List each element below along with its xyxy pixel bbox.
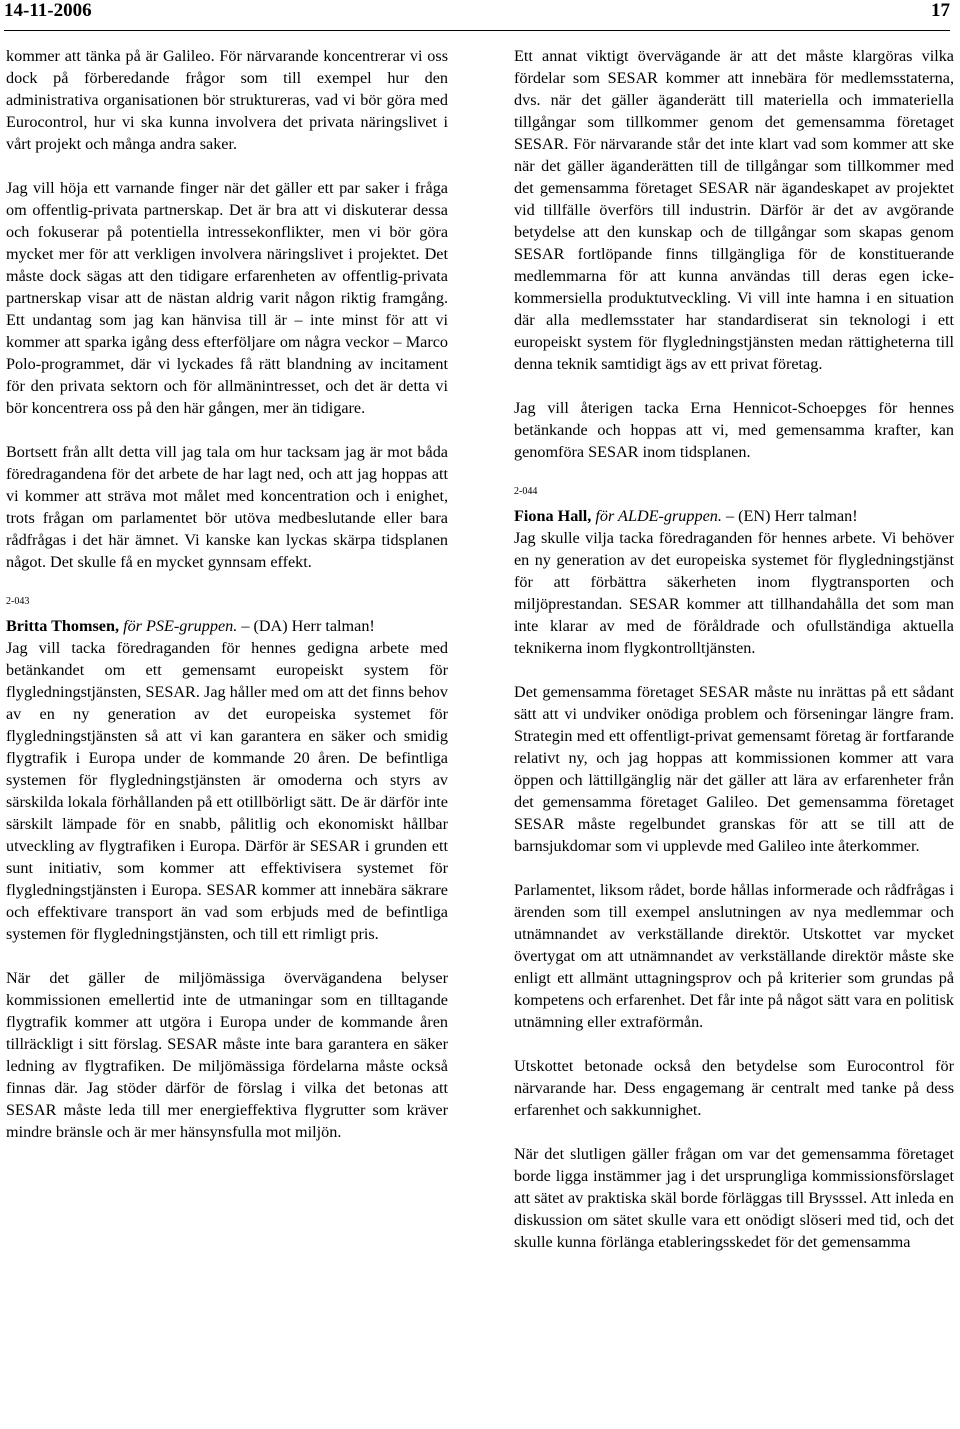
speaker-group: för PSE-gruppen. — [123, 617, 238, 635]
paragraph: Bortsett från allt detta vill jag tala om hur tacksam jag är mot båda föredragandena för det arbete de har lagt ned, och att jag hoppas att vi kommer att sträva mot målet med koncentration och i enighet, trots frågan om parlamentet bör utöva medbeslutande eller bara rådfrågas i det här ämnet. Vi kanske kan lyckas skärpa tidsplanen något. Det skulle få en mycket gynnsam effekt. — [6, 443, 448, 571]
page-number: 17 — [931, 0, 950, 21]
paragraph: Parlamentet, liksom rådet, borde hållas informerade och rådfrågas i ärenden som till exempel anslutningen av nya medlemmar och utnämnandet av verkställande direktör. Utskottet var mycket övertygat om att utnämnandet av verkställande direktör måste ske enligt ett allmänt uttagningsprov och på kriterier som grundas på kompetens och erfarenhet. Det får inte på något sätt vara en politisk utnämning eller extraförmån. — [514, 881, 954, 1031]
speech-paragraph — [6, 615, 448, 637]
page-header — [4, 0, 950, 31]
paragraph: Jag vill tacka föredraganden för hennes gedigna arbete med betänkandet om ett gemensamt europeiskt system för flygledningstjänsten, SESAR. Jag håller med om att det finns behov av en ny generation av det europeiska systemet för flygledningstjänsten så att vi kan garantera en säker och smidig flygtrafik i Europa under de kommande 20 åren. De befintliga systemen för flygledningstjänsten är omoderna och styrs av särskilda lokala förhållanden på ett otillbörligt sätt. De är därför inte särskilt lämpade för en snabb, pålitlig och ekonomiskt hållbar utveckling av flygtrafiken i Europa. Därför är SESAR i grunden ett sunt initiativ, som kommer att effektivisera systemet för flygledningstjänsten i Europa. SESAR kommer att innebära säkrare och effektivare transport än vad som erbjuds med de befintliga systemen för flygledningstjänsten, och till ett rimligt pris. — [6, 639, 448, 943]
paragraph: Jag skulle vilja tacka föredraganden för hennes arbete. Vi behöver en ny generation av det europeiska systemet för flygledningstjänst för att förbättra säkerheten inom flygtransporten och miljöprestandan. SESAR kommer att tillhandahålla det som man inte klarar av med de föråldrade och ofullständiga aktuella teknikerna inom flygkontrolltjänsten. — [514, 529, 954, 657]
paragraph: Utskottet betonade också den betydelse som Eurocontrol för närvarande har. Dess engagemang är centralt med tanke på dess erfarenhet och sakkunnighet. — [514, 1057, 954, 1119]
speaker-name: Britta Thomsen, — [6, 617, 120, 635]
header-date: 14-11-2006 — [4, 0, 92, 21]
speaker-name: Fiona Hall, — [514, 507, 592, 525]
speech-reference: 2-044 — [514, 486, 538, 497]
paragraph: Jag vill höja ett varnande finger när det gäller ett par saker i fråga om offentlig-privata partnerskap. Det är bra att vi diskuterar dessa och fokuserar på potentiella intressekonflikter, men vi bör göra mycket mer för att verkligen involvera näringslivet i projektet. Det måste dock sägas att den tidigare erfarenheten av offentlig-privata partnerskap visar att de nästan aldrig varit någon riktig framgång. Ett undantag som jag kan hänvisa till är – inte minst för att vi kommer att sparka igång dess efterföljare om några veckor – Marco Polo-programmet, där vi lyckades få rätt blandning av incitament för den privata sektorn och för allmänintresset, och det är detta vi bör koncentrera oss på den här gången, mer än tidigare. — [6, 179, 448, 417]
left-column — [6, 45, 448, 1165]
paragraph: Ett annat viktigt övervägande är att det måste klargöras vilka fördelar som SESAR kommer att innebära för medlemsstaterna, dvs. när det gäller äganderätt till materiella och immateriella tillgångar som tillkommer genom det gemensamma företaget SESAR. För närvarande står det inte klart vad som kommer att ske när det gäller äganderätten till de tillgångar som tillkommer med det gemensamma företaget SESAR när ägandeskapet av projektet vid tillfälle överförs till industrin. Därför är det av avgörande betydelse att den kunskap och de tillgångar som skapas genom SESAR fortlöpande finns tillgängliga för de konstituerande medlemmarna för att kunna användas till deras egen icke-kommersiella produktutveckling. Vi vill inte hamna i en situation där alla medlemsstater har standardiserat sin teknologi i ett europeiskt system för flygledningstjänsten medan rättigheterna till denna teknik samtidigt ägs av ett privat företag. — [514, 47, 954, 373]
paragraph: Jag vill återigen tacka Erna Hennicot-Schoepges för hennes betänkande och hoppas att vi, med gemensamma krafter, kan genomföra SESAR inom tidsplanen. — [514, 399, 954, 461]
speaker-language: – (EN) Herr talman! — [725, 507, 858, 525]
speaker-language: – (DA) Herr talman! — [241, 617, 375, 635]
paragraph: När det gäller de miljömässiga övervägandena belyser kommissionen emellertid inte de utmaningar som en tilltagande flygtrafik kommer att utgöra i Europa under de kommande åren tillräckligt i sitt förslag. SESAR måste inte bara garantera en säker ledning av flygtrafiken. De miljömässiga fördelarna måste också finnas där. Jag stöder därför de förslag i vilka det betonas att SESAR måste leda till mer energieffektiva flygrutter som kräver mindre bränsle och är mer hänsynsfulla mot miljön. — [6, 969, 448, 1141]
paragraph: När det slutligen gäller frågan om var det gemensamma företaget borde ligga instämmer jag i det ursprungliga kommissionsförslaget att sätet av praktiska skäl borde förläggas till Brysssel. Att inleda en diskussion om sätet skulle vara ett onödigt slöseri med tid, och det skulle kunna förlänga etableringsskedet för det gemensamma — [514, 1145, 954, 1251]
speech-reference: 2-043 — [6, 596, 30, 607]
right-column — [514, 45, 954, 1275]
paragraph: kommer att tänka på är Galileo. För närvarande koncentrerar vi oss dock på förberedande frågor som till exempel hur den administrativa organisationen bör struktureras, vad vi bör göra med Eurocontrol, hur vi ska kunna involvera det privata näringslivet i vårt projekt och många andra saker. — [6, 47, 448, 153]
speech-paragraph — [514, 505, 954, 527]
paragraph: Det gemensamma företaget SESAR måste nu inrättas på ett sådant sätt att vi undviker onödiga problem och förseningar längre fram. Strategin med ett offentligt-privat gemensamt företag är fortfarande relativt ny, och jag hoppas att kommissionen kommer att vara öppen och lättillgänglig när det gäller att lära av erfarenheter från det gemensamma företaget Galileo. Det gemensamma företaget SESAR måste regelbundet granskas för att se till att de barnsjukdomar som vi upplevde med Galileo inte återkommer. — [514, 683, 954, 855]
speaker-group: för ALDE-gruppen. — [595, 507, 722, 525]
